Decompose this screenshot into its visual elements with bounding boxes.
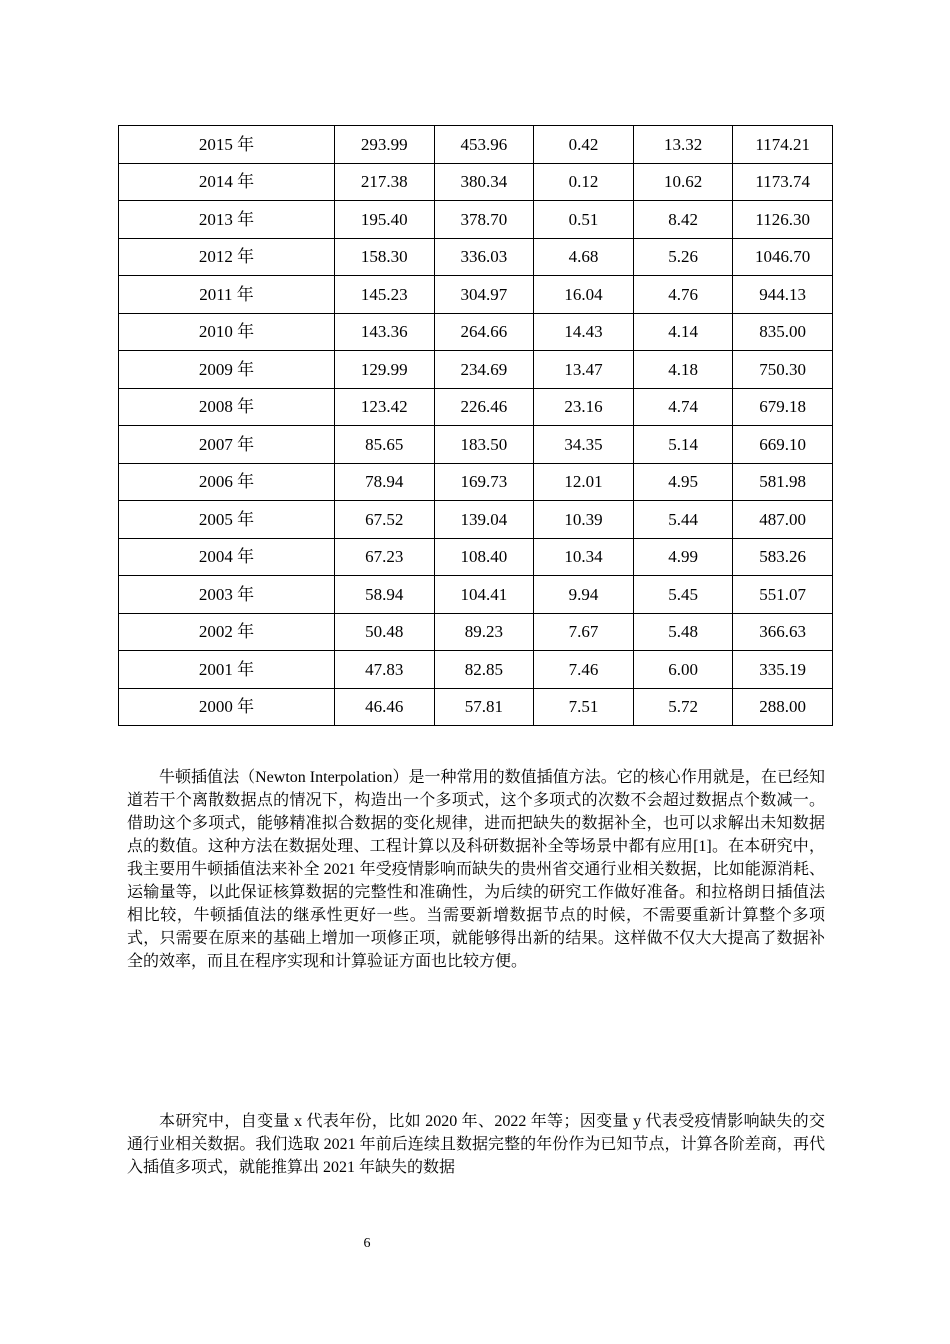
table-cell-value: 0.12 — [534, 163, 634, 201]
table-cell-value: 195.40 — [335, 201, 435, 239]
table-cell-value: 34.35 — [534, 426, 634, 464]
table-body — [119, 126, 833, 726]
table-cell-value: 8.42 — [633, 201, 733, 239]
table-cell-value: 7.46 — [534, 651, 634, 689]
table-cell-year: 2002 年 — [119, 613, 335, 651]
table-cell-value: 583.26 — [733, 538, 833, 576]
table-row — [119, 313, 833, 351]
table-cell-year: 2012 年 — [119, 238, 335, 276]
table-row — [119, 201, 833, 239]
table-cell-value: 7.67 — [534, 613, 634, 651]
table-cell-value: 47.83 — [335, 651, 435, 689]
table-cell-value: 78.94 — [335, 463, 435, 501]
table-cell-value: 9.94 — [534, 576, 634, 614]
table-cell-year: 2006 年 — [119, 463, 335, 501]
table-cell-value: 0.51 — [534, 201, 634, 239]
table-cell-value: 123.42 — [335, 388, 435, 426]
table-cell-value: 4.74 — [633, 388, 733, 426]
table-cell-year: 2004 年 — [119, 538, 335, 576]
table-cell-value: 1174.21 — [733, 126, 833, 164]
table-cell-value: 46.46 — [335, 688, 435, 726]
table-row — [119, 388, 833, 426]
table-row — [119, 238, 833, 276]
table-row — [119, 126, 833, 164]
table-cell-value: 104.41 — [434, 576, 534, 614]
table-row — [119, 351, 833, 389]
table-row — [119, 426, 833, 464]
table-row — [119, 276, 833, 314]
table-row — [119, 463, 833, 501]
table-cell-value: 13.32 — [633, 126, 733, 164]
table-cell-value: 57.81 — [434, 688, 534, 726]
table-cell-value: 4.18 — [633, 351, 733, 389]
page-number: 6 — [363, 1236, 371, 1251]
table-cell-value: 13.47 — [534, 351, 634, 389]
table-cell-value: 366.63 — [733, 613, 833, 651]
table-cell-year: 2003 年 — [119, 576, 335, 614]
table-cell-value: 264.66 — [434, 313, 534, 351]
table-cell-value: 85.65 — [335, 426, 435, 464]
table-cell-value: 145.23 — [335, 276, 435, 314]
table-row — [119, 613, 833, 651]
table-cell-year: 2000 年 — [119, 688, 335, 726]
table-cell-year: 2001 年 — [119, 651, 335, 689]
table-cell-value: 293.99 — [335, 126, 435, 164]
table-cell-value: 5.14 — [633, 426, 733, 464]
table-cell-value: 183.50 — [434, 426, 534, 464]
table-cell-value: 89.23 — [434, 613, 534, 651]
table-row — [119, 163, 833, 201]
table-cell-value: 16.04 — [534, 276, 634, 314]
table-cell-year: 2011 年 — [119, 276, 335, 314]
table-cell-value: 10.34 — [534, 538, 634, 576]
table-cell-value: 82.85 — [434, 651, 534, 689]
table-cell-value: 750.30 — [733, 351, 833, 389]
table-cell-value: 50.48 — [335, 613, 435, 651]
table-cell-value: 380.34 — [434, 163, 534, 201]
table-cell-year: 2008 年 — [119, 388, 335, 426]
table-cell-value: 288.00 — [733, 688, 833, 726]
table-cell-value: 23.16 — [534, 388, 634, 426]
table-cell-value: 7.51 — [534, 688, 634, 726]
table-cell-value: 108.40 — [434, 538, 534, 576]
table-cell-value: 6.00 — [633, 651, 733, 689]
table-cell-year: 2005 年 — [119, 501, 335, 539]
table-cell-year: 2007 年 — [119, 426, 335, 464]
table-cell-value: 139.04 — [434, 501, 534, 539]
table-cell-value: 835.00 — [733, 313, 833, 351]
table-cell-year: 2014 年 — [119, 163, 335, 201]
table-row — [119, 651, 833, 689]
table-cell-value: 158.30 — [335, 238, 435, 276]
table-cell-value: 14.43 — [534, 313, 634, 351]
table-cell-value: 234.69 — [434, 351, 534, 389]
table-cell-year: 2015 年 — [119, 126, 335, 164]
table-cell-value: 1046.70 — [733, 238, 833, 276]
table-cell-value: 129.99 — [335, 351, 435, 389]
data-table — [118, 125, 833, 726]
table-cell-value: 12.01 — [534, 463, 634, 501]
table-row — [119, 576, 833, 614]
table-cell-value: 669.10 — [733, 426, 833, 464]
table-cell-value: 5.45 — [633, 576, 733, 614]
table-cell-value: 5.72 — [633, 688, 733, 726]
table-cell-value: 169.73 — [434, 463, 534, 501]
table-row — [119, 501, 833, 539]
table-cell-value: 1173.74 — [733, 163, 833, 201]
table-cell-value: 143.36 — [335, 313, 435, 351]
paragraph-variables: 本研究中，自变量 x 代表年份，比如 2020 年、2022 年等；因变量 y 代表受疫情影响缺失的交通行业相关数据。我们选取 2021 年前后连续且数据完整的年份作为已知节点，计算各阶差商，再代入插值多项式，就能推算出 2021 年缺失的数据 — [127, 1113, 825, 1176]
table-row — [119, 688, 833, 726]
table-cell-value: 581.98 — [733, 463, 833, 501]
table-cell-year: 2009 年 — [119, 351, 335, 389]
table-cell-value: 58.94 — [335, 576, 435, 614]
table-cell-year: 2010 年 — [119, 313, 335, 351]
table-cell-value: 226.46 — [434, 388, 534, 426]
table-cell-value: 0.42 — [534, 126, 634, 164]
table-cell-value: 4.99 — [633, 538, 733, 576]
table-cell-value: 487.00 — [733, 501, 833, 539]
table-cell-value: 4.76 — [633, 276, 733, 314]
table-cell-value: 5.26 — [633, 238, 733, 276]
table-cell-value: 335.19 — [733, 651, 833, 689]
table-cell-value: 217.38 — [335, 163, 435, 201]
table-cell-value: 944.13 — [733, 276, 833, 314]
table-cell-value: 5.44 — [633, 501, 733, 539]
table-cell-value: 4.68 — [534, 238, 634, 276]
table-cell-value: 551.07 — [733, 576, 833, 614]
table-cell-value: 336.03 — [434, 238, 534, 276]
table-cell-value: 67.52 — [335, 501, 435, 539]
table-cell-value: 67.23 — [335, 538, 435, 576]
table-cell-value: 4.14 — [633, 313, 733, 351]
table-cell-value: 10.39 — [534, 501, 634, 539]
table-cell-value: 4.95 — [633, 463, 733, 501]
table-cell-value: 5.48 — [633, 613, 733, 651]
table-cell-value: 453.96 — [434, 126, 534, 164]
table-row — [119, 538, 833, 576]
table-cell-year: 2013 年 — [119, 201, 335, 239]
paragraph-newton-interpolation: 牛顿插值法（Newton Interpolation）是一种常用的数值插值方法。它的核心作用就是，在已经知道若干个离散数据点的情况下，构造出一个多项式，这个多项式的次数不会超过数据点个数减一。借助这个多项式，能够精准拟合数据的变化规律，进而把缺失的数据补全，也可以求解出未知数据点的数值。这种方法在数据处理、工程计算以及科研数据补全等场景中都有应用[1]。在本研究中，我主要用牛顿插值法来补全 2021 年受疫情影响而缺失的贵州省交通行业相关数据，比如能源消耗、运输量等，以此保证核算数据的完整性和准确性，为后续的研究工作做好准备。和拉格朗日插值法相比较，牛顿插值法的继承性更好一些。当需要新增数据节点的时候，不需要重新计算整个多项式，只需要在原来的基础上增加一项修正项，就能够得出新的结果。这样做不仅大大提高了数据补全的效率，而且在程序实现和计算验证方面也比较方便。 — [127, 769, 825, 970]
table-cell-value: 10.62 — [633, 163, 733, 201]
table-cell-value: 679.18 — [733, 388, 833, 426]
table-cell-value: 304.97 — [434, 276, 534, 314]
table-cell-value: 1126.30 — [733, 201, 833, 239]
table-cell-value: 378.70 — [434, 201, 534, 239]
